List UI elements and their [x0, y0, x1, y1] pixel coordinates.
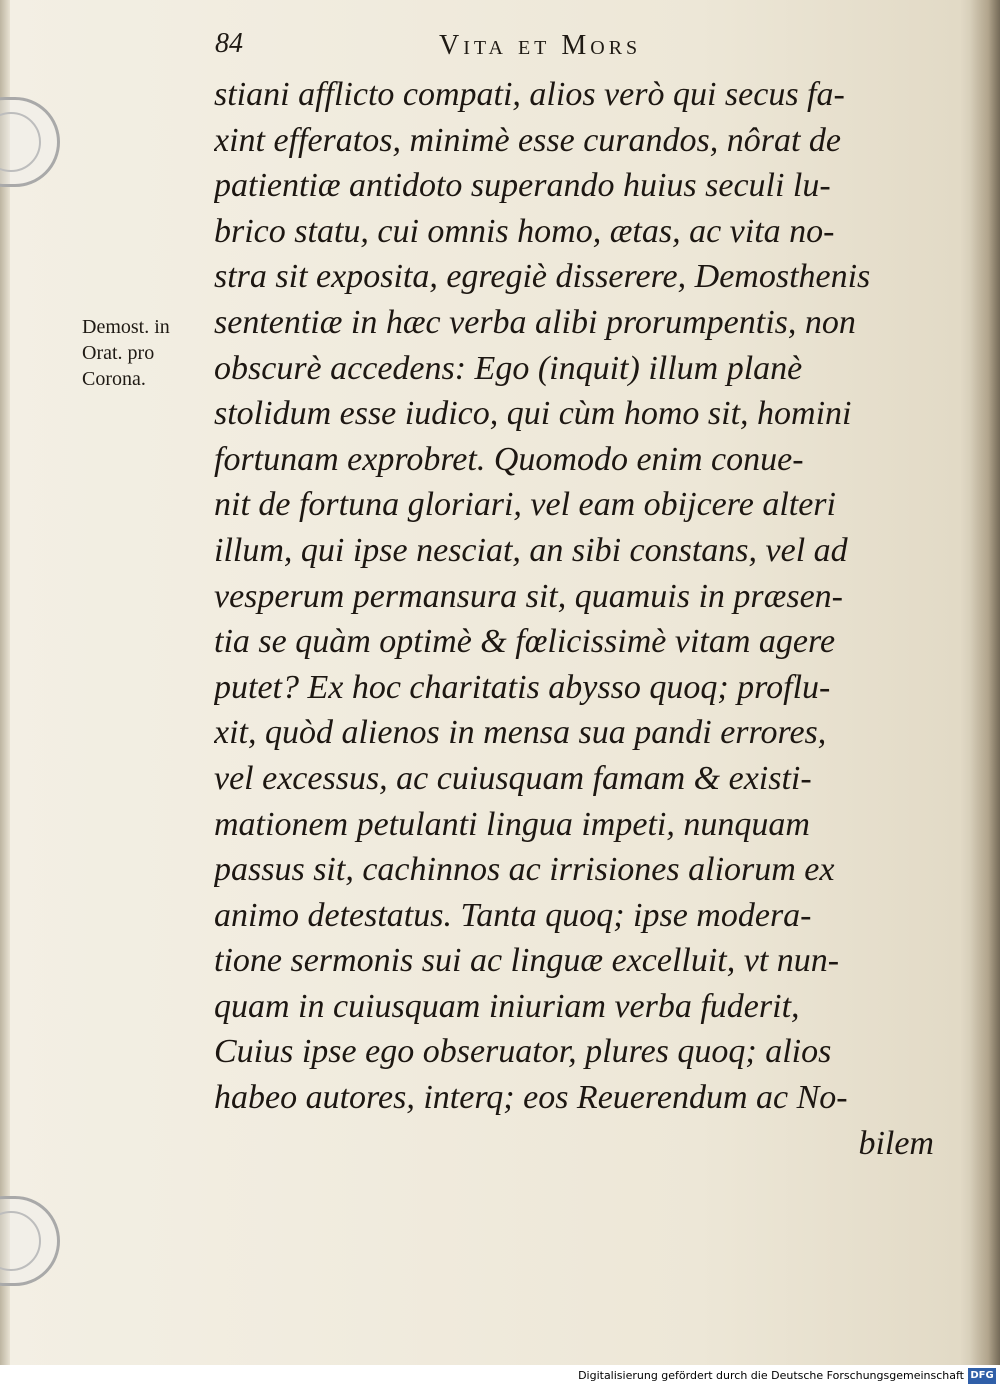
text-line: stolidum esse iudico, qui cùm homo sit, homini: [214, 395, 852, 433]
text-line: obscurè accedens: Ego (inquit) illum planè: [214, 349, 803, 387]
text-line: bilem: [858, 1124, 934, 1162]
text-line: xint efferatos, minimè esse curandos, nôrat de: [214, 121, 842, 159]
margin-note-line: Orat. pro: [82, 342, 155, 364]
text-line: brico statu, cui omnis homo, ætas, ac vita no-: [214, 212, 835, 250]
text-line: animo detestatus. Tanta quoq; ipse modera-: [214, 896, 812, 934]
running-title: Vita et Mors: [439, 30, 642, 61]
margin-note: [82, 314, 218, 392]
paper-clip-bottom-inner: [0, 1211, 41, 1271]
text-line: tione sermonis sui ac linguæ excelluit, vt nun-: [214, 942, 840, 980]
text-line: putet? Ex hoc charitatis abysso quoq; proflu-: [214, 668, 831, 706]
paper-clip-bottom: [0, 1196, 60, 1286]
page-right-edge: [970, 0, 1000, 1365]
text-line: vesperum permansura sit, quamuis in præsen-: [214, 577, 843, 615]
footer-bar: [0, 1365, 1000, 1389]
text-line: illum, qui ipse nesciat, an sibi constans, vel ad: [214, 531, 848, 569]
page-number: 84: [215, 28, 243, 59]
page-header: [215, 28, 935, 68]
text-line: mationem petulanti lingua impeti, nunquam: [214, 805, 810, 843]
paper-clip-top-inner: [0, 112, 41, 172]
dfg-logo: DFG: [968, 1368, 996, 1384]
text-line: xit, quòd alienos in mensa sua pandi errores,: [214, 714, 827, 752]
text-line: fortunam exprobret. Quomodo enim conue-: [214, 440, 804, 478]
text-line: passus sit, cachinnos ac irrisiones aliorum ex: [214, 851, 835, 889]
text-line: quam in cuiusquam iniuriam verba fuderit,: [214, 987, 800, 1025]
margin-note-line: Demost. in: [82, 316, 170, 338]
paper-clip-top: [0, 97, 60, 187]
page-binding-edge: [0, 0, 10, 1365]
margin-note-line: Corona.: [82, 368, 146, 390]
text-line: sententiæ in hæc verba alibi prorumpentis, non: [214, 303, 856, 341]
footer-credit: Digitalisierung gefördert durch die Deutsche Forschungsgemeinschaft: [578, 1369, 964, 1382]
text-line: Cuius ipse ego obseruator, plures quoq; alios: [214, 1033, 832, 1071]
text-line: stiani afflicto compati, alios verò qui secus fa-: [214, 76, 845, 113]
text-line: patientiæ antidoto superando huius seculi lu-: [214, 167, 831, 205]
text-line: nit de fortuna gloriari, vel eam obijcere alteri: [214, 486, 836, 524]
text-line: tia se quàm optimè & fœlicissimè vitam agere: [214, 623, 836, 661]
text-line: vel excessus, ac cuiusquam famam & existi-: [214, 759, 812, 797]
text-line: habeo autores, interq; eos Reuerendum ac No-: [214, 1079, 848, 1117]
body-text: [214, 72, 944, 1166]
text-line: stra sit exposita, egregiè disserere, Demosthenis: [214, 258, 871, 296]
